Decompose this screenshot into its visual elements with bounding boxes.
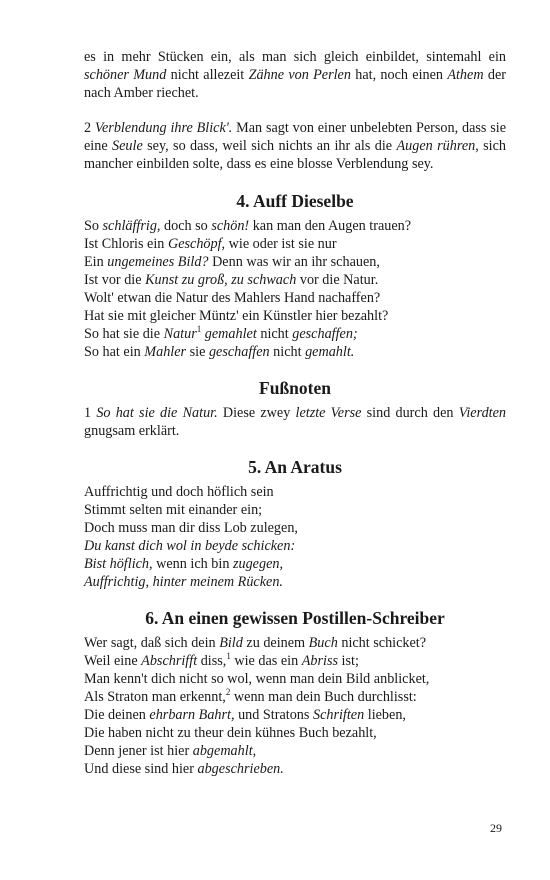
italic-text: Zähne von Perlen	[248, 67, 351, 83]
italic-text: Verblendung ihre Blick'.	[94, 120, 233, 136]
text: ist;	[338, 653, 359, 669]
italic-text: Augen rühren,	[396, 138, 479, 154]
italic-text: Athem	[447, 67, 484, 83]
text: nicht	[256, 326, 293, 342]
italic-text: letzte Verse	[295, 405, 362, 421]
italic-text: Mahler	[144, 344, 187, 360]
italic-text: Geschöpf,	[167, 236, 226, 252]
italic-text: Abschrifft	[141, 653, 198, 669]
verse-line	[84, 501, 506, 519]
text: Denn was wir an ihr schauen,	[208, 254, 380, 270]
verse-line	[84, 519, 506, 537]
footnote-marker: 1	[226, 651, 231, 661]
footnote-2	[84, 119, 506, 173]
text: doch so	[160, 218, 212, 234]
verse-line	[84, 688, 506, 706]
text: es in mehr Stücken ein, als man sich gleich einbildet, sintemahl ein	[84, 49, 506, 65]
text: wenn ich bin	[152, 556, 233, 572]
verse-line	[84, 573, 506, 591]
text: Auffrichtig und doch höflich sein	[84, 484, 274, 500]
heading-poem-4: 4. Auff Dieselbe	[236, 191, 354, 211]
verse-line	[84, 652, 506, 670]
poem-6	[84, 634, 506, 778]
italic-text: abgeschrieben.	[197, 761, 284, 777]
verse-line	[84, 289, 506, 307]
text: gnugsam erklärt.	[84, 423, 180, 439]
verse-line	[84, 343, 506, 361]
text: diss,	[197, 653, 227, 669]
text: nicht	[269, 344, 306, 360]
page-number: 29	[490, 821, 502, 835]
text: 2	[84, 120, 95, 136]
verse-line	[84, 742, 506, 760]
italic-text: Bist höflich,	[84, 556, 153, 572]
verse-line	[84, 537, 506, 555]
verse-line	[84, 253, 506, 271]
text: Ist Chloris ein	[84, 236, 168, 252]
text: wie das ein	[230, 653, 302, 669]
italic-text: Du kanst dich wol in beyde schicken:	[84, 538, 296, 554]
italic-text: Schriften	[312, 707, 365, 723]
text: Stimmt selten mit einander ein;	[84, 502, 263, 518]
footnote-continuation	[84, 48, 506, 102]
text: sie	[186, 344, 209, 360]
text: Die haben nicht zu theur dein kühnes Buch bezahlt,	[84, 725, 377, 741]
verse-line	[84, 271, 506, 289]
text: der nach Amber riechet.	[84, 67, 506, 101]
verse-line	[84, 670, 506, 688]
text: Hat sie mit gleicher Müntz' ein Künstler hier bezahlt?	[84, 308, 389, 324]
italic-text: gemahlet	[204, 326, 257, 342]
italic-text: geschaffen	[208, 344, 270, 360]
verse-line	[84, 760, 506, 778]
poem-4	[84, 217, 506, 361]
text: sich mancher einbilden solte, dass es eine blosse Verblendung sey.	[84, 138, 507, 172]
verse-line	[84, 483, 506, 501]
text: Ist vor die	[84, 272, 146, 288]
text: sey, so dass, weil sich nichts an ihr als die	[142, 138, 397, 154]
verse-line	[84, 217, 506, 235]
heading-poem-6: 6. An einen gewissen Postillen-Schreiber	[145, 608, 445, 628]
text: kan man den Augen trauen?	[249, 218, 412, 234]
text: und Stratons	[234, 707, 313, 723]
text: So hat ein	[84, 344, 145, 360]
italic-text: Bild	[219, 635, 243, 651]
verse-line	[84, 235, 506, 253]
text: Man kenn't dich nicht so wol, wenn man dein Bild anblicket,	[84, 671, 430, 687]
text: zu deinem	[242, 635, 309, 651]
italic-text: Abriss	[301, 653, 338, 669]
italic-text: schöner Mund	[84, 67, 167, 83]
text: sind durch den	[361, 405, 459, 421]
footnote-marker: 1	[196, 324, 202, 334]
italic-text: Buch	[308, 635, 338, 651]
italic-text: gemahlt.	[305, 344, 355, 360]
italic-text: ehrbarn Bahrt,	[149, 707, 235, 723]
italic-text: schläffrig,	[102, 218, 161, 234]
verse-line	[84, 706, 506, 724]
text: Denn jener ist hier	[84, 743, 193, 759]
footnote-4-1	[84, 404, 506, 440]
text: nicht allezeit	[166, 67, 249, 83]
italic-text: ungemeines Bild?	[107, 254, 209, 270]
italic-text: Natur	[163, 326, 197, 342]
italic-text: Seule	[112, 138, 143, 154]
italic-text: schön!	[211, 218, 250, 234]
italic-text: abgemahlt,	[192, 743, 257, 759]
footnote-marker: 2	[225, 687, 231, 697]
text: lieben,	[364, 707, 406, 723]
text: Diese zwey	[217, 405, 296, 421]
text: Die deinen	[84, 707, 150, 723]
heading-footnotes: Fußnoten	[259, 378, 331, 398]
italic-text: zugegen,	[232, 556, 284, 572]
text: Ein	[84, 254, 108, 270]
heading-poem-5: 5. An Aratus	[248, 457, 342, 477]
text: So hat sie die	[84, 326, 164, 342]
italic-text: Vierdten	[458, 405, 506, 421]
text: vor die Natur.	[296, 272, 379, 288]
poem-5	[84, 483, 506, 591]
text: Man sagt von einer unbelebten Person, dass sie eine	[84, 120, 506, 154]
text: So	[84, 218, 103, 234]
text: Wer sagt, daß sich dein	[84, 635, 220, 651]
text: Wolt' etwan die Natur des Mahlers Hand nachaffen?	[84, 290, 381, 306]
text: Doch muss man dir diss Lob zulegen,	[84, 520, 298, 536]
verse-line	[84, 307, 506, 325]
verse-line	[84, 555, 506, 573]
text: wie oder ist sie nur	[225, 236, 337, 252]
text: Als Straton man erkennt,	[84, 689, 226, 705]
italic-text: So hat sie die Natur.	[96, 405, 218, 421]
page-body	[84, 48, 506, 778]
verse-line	[84, 325, 506, 343]
italic-text: geschaffen;	[292, 326, 358, 342]
text: Weil eine	[84, 653, 142, 669]
text: 1	[84, 405, 97, 421]
verse-line	[84, 634, 506, 652]
verse-line	[84, 724, 506, 742]
text: hat, noch einen	[350, 67, 448, 83]
text: nicht schicket?	[337, 635, 427, 651]
text: Und diese sind hier	[84, 761, 198, 777]
text: wenn man dein Buch durchlisst:	[230, 689, 417, 705]
italic-text: Kunst zu groß, zu schwach	[145, 272, 297, 288]
italic-text: Auffrichtig, hinter meinem Rücken.	[84, 574, 283, 590]
